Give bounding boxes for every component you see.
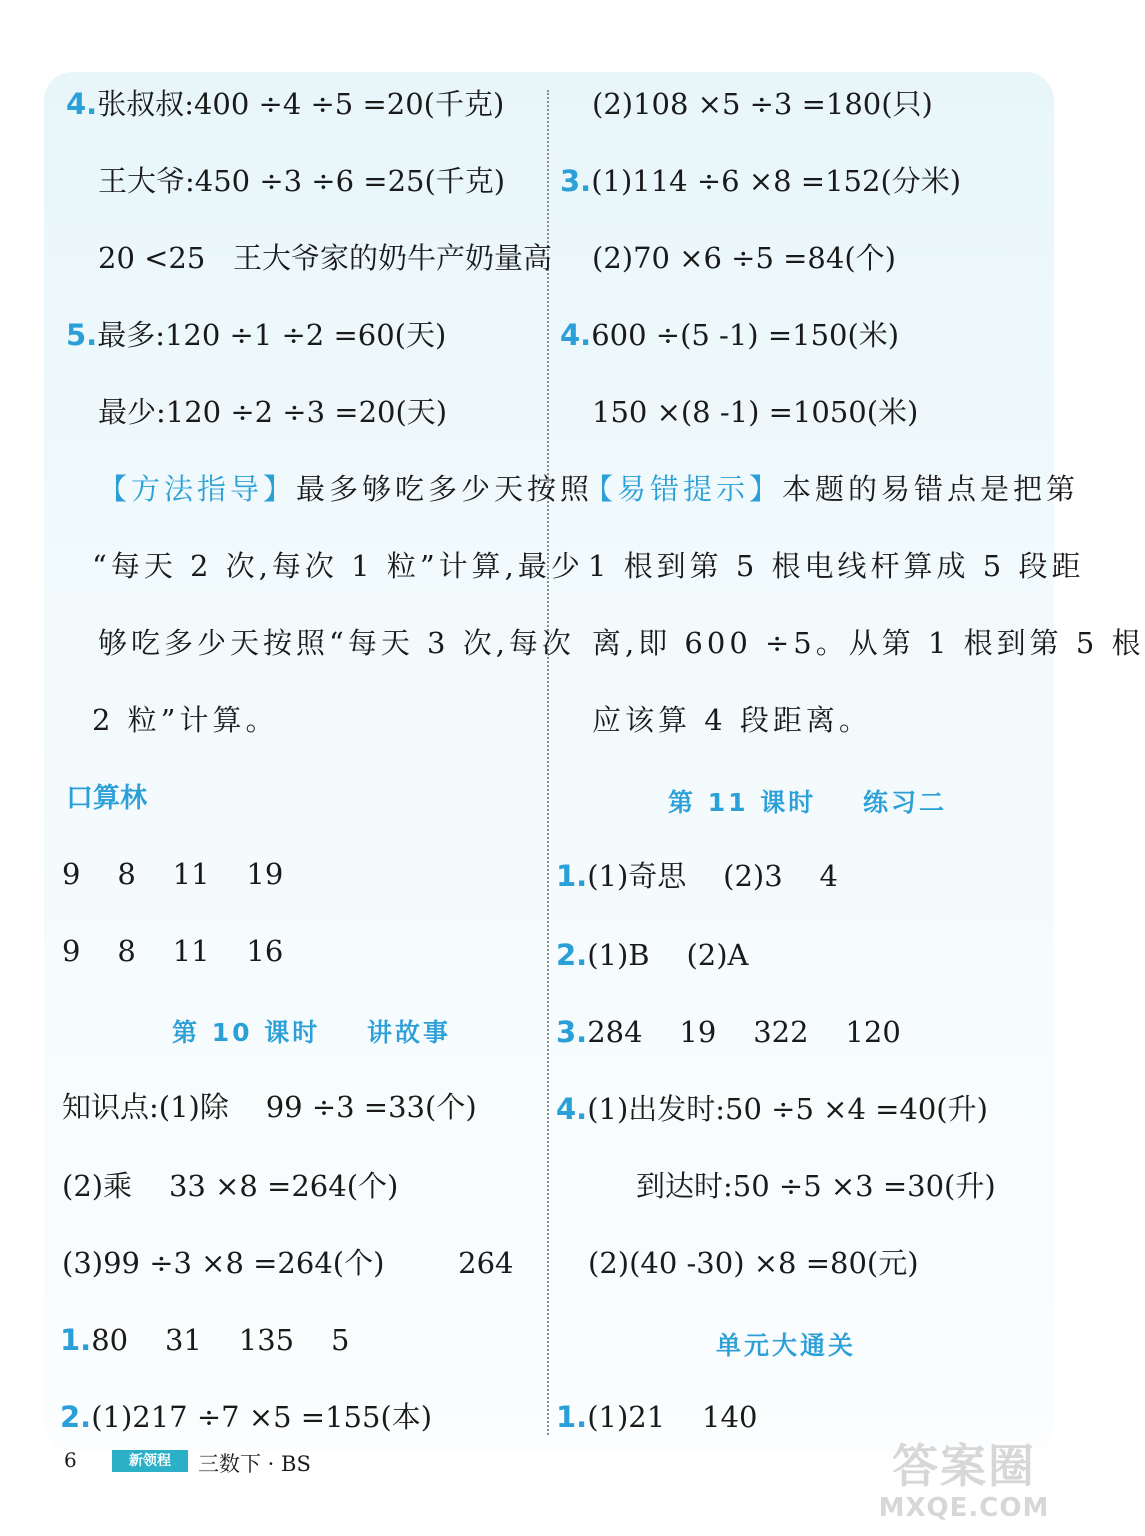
right-u1: 1.(1)21 140	[556, 1400, 758, 1434]
unit-review-title: 单元大通关	[716, 1331, 857, 1360]
error-tip-line4: 应该算 4 段距离。	[592, 703, 872, 737]
left-q4-line3: 20 <25 王大爷家的奶牛产奶量高	[98, 241, 552, 275]
page-number: 6	[64, 1448, 77, 1472]
knowledge-line2: (2)乘 33 ×8 =264(个)	[62, 1169, 399, 1203]
error-tip-tag: 【易错提示】	[584, 472, 783, 506]
watermark-url: MXQE.COM	[878, 1493, 1050, 1523]
series-badge: 新领程	[112, 1450, 188, 1472]
left-q5-line1: 5.最多:120 ÷1 ÷2 =60(天)	[66, 318, 447, 352]
watermark	[869, 1438, 1059, 1528]
right-p3: 3.284 19 322 120	[556, 1015, 901, 1049]
right-line1: (2)108 ×5 ÷3 =180(只)	[592, 87, 933, 121]
method-tip-line4: 2 粒”计算。	[92, 703, 279, 737]
method-tip-line3: 够吃多少天按照“每天 3 次,每次	[98, 626, 575, 660]
right-q4-line2: 150 ×(8 -1) =1050(米)	[592, 395, 919, 429]
watermark-logo-text: 答案圈	[892, 1439, 1036, 1493]
knowledge-line3: (3)99 ÷3 ×8 =264(个) 264	[62, 1246, 514, 1280]
column-divider	[547, 90, 549, 1435]
right-p1: 1.(1)奇思 (2)3 4	[556, 859, 839, 893]
lesson10-title: 第 10 课时 讲故事	[172, 1018, 452, 1047]
right-q4-line1: 4.600 ÷(5 -1) =150(米)	[560, 318, 900, 352]
right-p2: 2.(1)B (2)A	[556, 938, 749, 972]
left-q5-line2: 最少:120 ÷2 ÷3 =20(天)	[98, 395, 448, 429]
kousuan-row1: 9 8 11 19	[62, 857, 284, 891]
lesson11-title: 第 11 课时 练习二	[668, 788, 948, 817]
right-q3-line1: 3.(1)114 ÷6 ×8 =152(分米)	[560, 164, 962, 198]
left-q4-line2: 王大爷:450 ÷3 ÷6 =25(千克)	[98, 164, 506, 198]
kousuan-row2: 9 8 11 16	[62, 934, 284, 968]
right-p4-line2: 到达时:50 ÷5 ×3 =30(升)	[636, 1169, 996, 1203]
knowledge-line1: 知识点:(1)除 99 ÷3 =33(个)	[62, 1090, 477, 1124]
page-background-panel	[44, 72, 1054, 1452]
left-a2: 2.(1)217 ÷7 ×5 =155(本)	[60, 1400, 433, 1434]
left-q4-line1: 4.张叔叔:400 ÷4 ÷5 =20(千克)	[66, 87, 505, 121]
error-tip-line2: 1 根到第 5 根电线杆算成 5 段距	[588, 549, 1085, 583]
book-subtitle: 三数下 · BS	[198, 1452, 311, 1476]
right-p4-line3: (2)(40 -30) ×8 =80(元)	[588, 1246, 919, 1280]
method-tip-tag: 【方法指导】	[98, 472, 297, 506]
left-a1: 1.80 31 135 5	[60, 1323, 350, 1357]
method-tip-line1: 【方法指导】最多够吃多少天按照	[98, 472, 594, 506]
error-tip-line3: 离,即 600 ÷5。从第 1 根到第 5 根	[592, 626, 1145, 660]
error-tip-line1: 【易错提示】本题的易错点是把第	[584, 472, 1080, 506]
kousuan-section-title: 口算林	[66, 783, 147, 814]
right-p4-line1: 4.(1)出发时:50 ÷5 ×4 =40(升)	[556, 1092, 988, 1126]
right-q3-line2: (2)70 ×6 ÷5 =84(个)	[592, 241, 896, 275]
method-tip-line2: “每天 2 次,每次 1 粒”计算,最少	[92, 549, 584, 583]
